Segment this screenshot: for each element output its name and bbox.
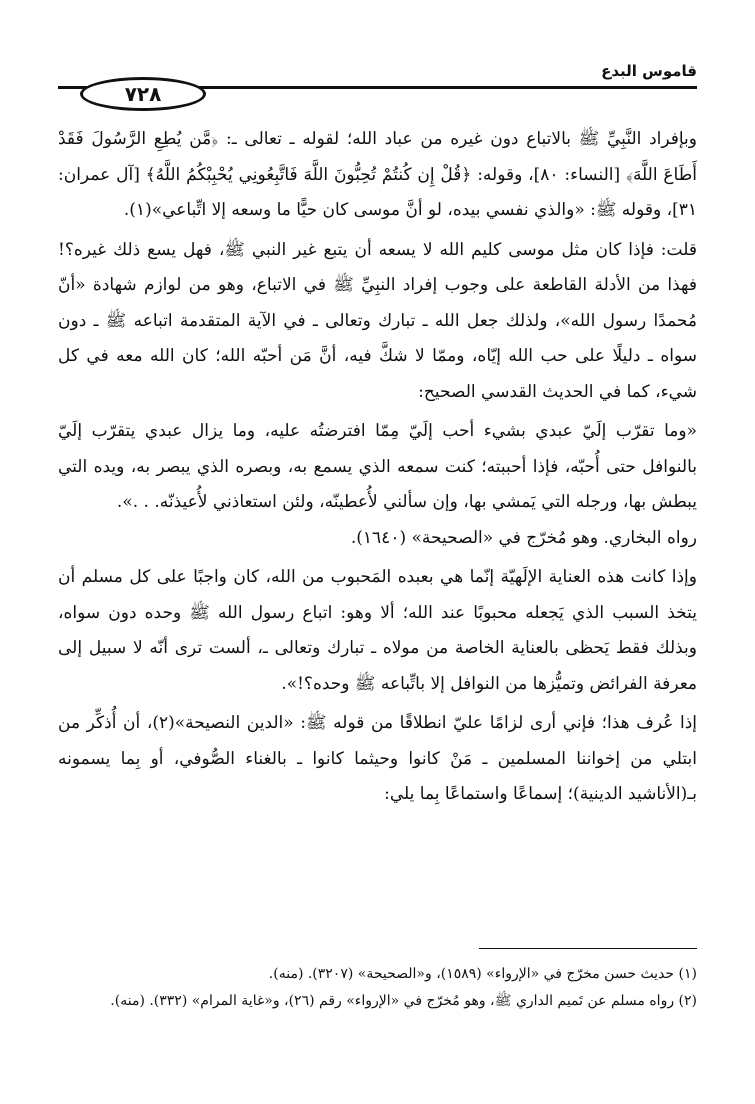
paragraph: وبإفراد النَّبِيِّ ﷺ بالاتباع دون غيره من عباد الله؛ لقوله ـ تعالى ـ: ﴿مَّن يُطِعِ الرَّسُولَ فَقَدْ أَطَاعَ اللَّهَ﴾ [النساء: ٨٠]، وقوله: ﴿قُلْ إِن كُنتُمْ تُحِبُّونَ اللَّهَ فَاتَّبِعُونِي يُحْبِبْكُمُ اللَّهُ﴾ [آل عمران: ٣١]، وقوله ﷺ: «والذي نفسي بيده، لو أنَّ موسى كان حيًّا ما وسعه إلا اتِّباعي»(١). [58, 129, 697, 220]
running-title: قاموس البدع [601, 62, 697, 80]
footnote: (٢) رواه مسلم عن تَميم الداري ﷺ، وهو مُخرّج في «الإرواء» رقم (٢٦)، و«غاية المرام» (٣٣٢). (منه). [110, 993, 697, 1009]
paragraph: وإذا كانت هذه العناية الإلَهيّة إنّما هي بعبده المَحبوب من الله، كان واجبًا على كل مسلم أن يتخذ السبب الذي يَجعله محبوبًا عند الله؛ ألا وهو: اتباع رسول الله ﷺ وحده دون سواه، وبذلك فقط يَحظى بالعناية الخاصة من مولاه ـ تبارك وتعالى ـ، ألست ترى أنّه لا سبيل إلى معرفة الفرائض وتميُّزها من النوافل إلا باتِّباعه ﷺ وحده؟!». [58, 567, 697, 694]
paragraph: إذا عُرف هذا؛ فإني أرى لزامًا عليّ انطلاقًا من قوله ﷺ: «الدين النصيحة»(٢)، أن أُذكِّر من ابتلي من إخواننا المسلمين ـ مَنْ كانوا وحيثما كانوا ـ بالغناء الصُّوفي، أو بِما يسمونه بـ(الأناشيد الدينية)؛ إسماعًا واستماعًا بِما يلي: [58, 713, 697, 804]
main-text [58, 122, 697, 813]
page-header [58, 64, 697, 118]
footnote: (١) حديث حسن مخرّج في «الإرواء» (١٥٨٩)، و«الصحيحة» (٣٢٠٧). (منه). [268, 966, 697, 982]
paragraph: قلت: فإذا كان مثل موسى كليم الله لا يسعه أن يتبع غير النبي ﷺ، فهل يسع ذلك غيره؟! فهذا من الأدلة القاطعة على وجوب إفراد النبِيِّ ﷺ في الاتباع، وهو من لوازم شهادة «أنّ مُحمدًا رسول الله»، ولذلك جعل الله ـ تبارك وتعالى ـ في الآية المتقدمة اتباعه ﷺ ـ دون سواه ـ دليلًا على حب الله إيّاه، وممّا لا شكَّ فيه، أنَّ مَن أحبّه الله؛ كان الله معه في كل شيء، كما في الحديث القدسي الصحيح: [58, 239, 697, 402]
paragraph: رواه البخاري. وهو مُخرّج في «الصحيحة» (١٦٤٠). [350, 527, 697, 548]
hadith-quote: «وما تقرّب إلَيّ عبدي بشيء أحب إلَيّ مِمّا افترضتُه عليه، وما يزال عبدي يتقرّب إلَيّ بالنوافل حتى أُحبّه، فإذا أحببته؛ كنت سمعه الذي يسمع به، وبصره الذي يبصر به، ويده التي يبطش بها، ورجله التي يَمشي بها، وإن سألني لأُعطينّه، ولئن استعاذني لأُعيذنّه. . .». [58, 421, 697, 512]
footnote-rule [479, 948, 697, 949]
page-number: ٧٢٨ [80, 77, 206, 111]
footnotes [58, 948, 697, 1015]
